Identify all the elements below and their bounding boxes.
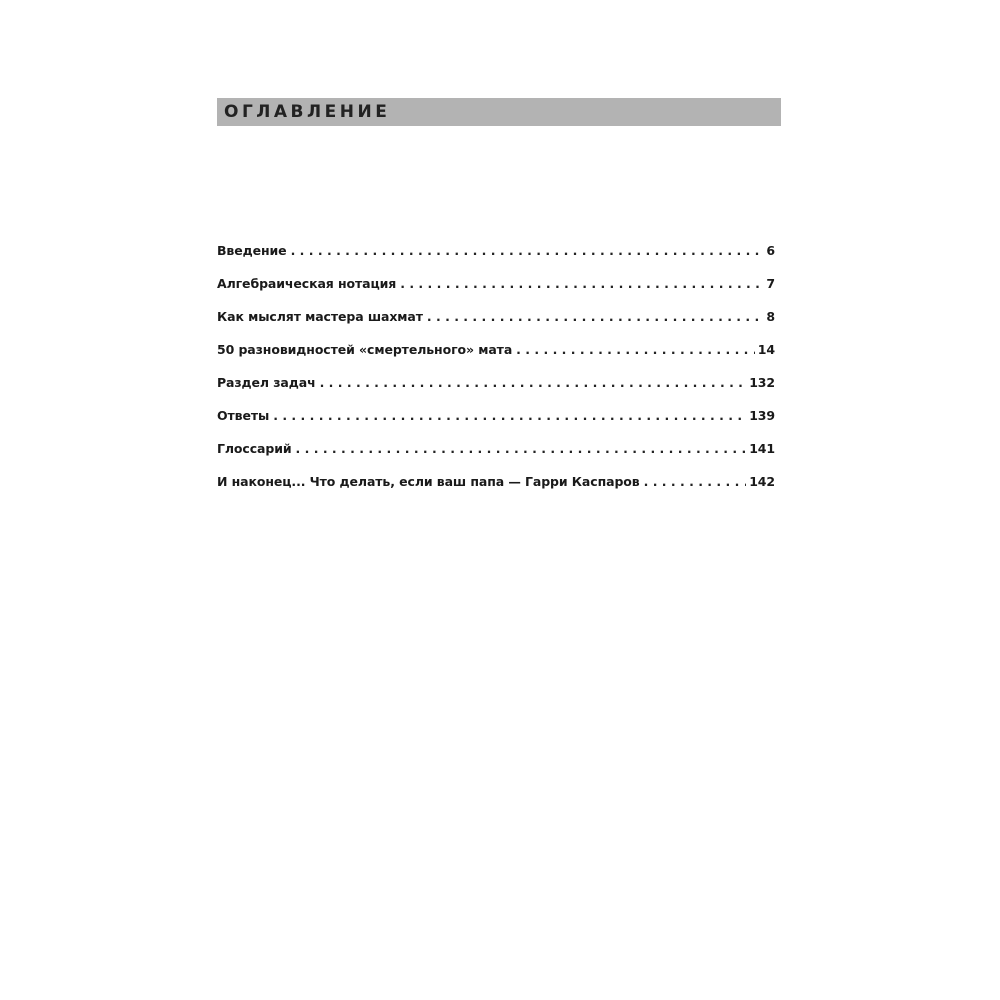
dot-leader xyxy=(320,375,747,390)
toc-entry-page: 141 xyxy=(749,441,775,456)
toc-entry-title: Ответы xyxy=(217,408,270,423)
toc-entry-glossary xyxy=(217,441,775,474)
table-of-contents xyxy=(217,243,775,507)
toc-entry-answers xyxy=(217,408,775,441)
toc-entry-title: Глоссарий xyxy=(217,441,292,456)
toc-entry-page: 132 xyxy=(749,375,775,390)
toc-entry-page: 139 xyxy=(749,408,775,423)
toc-entry-title: Введение xyxy=(217,243,287,258)
toc-entry-how-masters-think xyxy=(217,309,775,342)
toc-entry-introduction xyxy=(217,243,775,276)
toc-entry-title: Раздел задач xyxy=(217,375,316,390)
dot-leader xyxy=(273,408,746,423)
contents-heading-bar xyxy=(217,98,781,126)
toc-entry-algebraic-notation xyxy=(217,276,775,309)
toc-entry-kasparov xyxy=(217,474,775,507)
dot-leader xyxy=(291,243,764,258)
toc-entry-50-mates xyxy=(217,342,775,375)
dot-leader xyxy=(427,309,764,324)
toc-entry-title: И наконец... Что делать, если ваш папа — Гарри Каспаров xyxy=(217,474,640,489)
toc-entry-page: 14 xyxy=(757,342,775,357)
dot-leader xyxy=(296,441,747,456)
toc-entry-title: Алгебраическая нотация xyxy=(217,276,397,291)
toc-entry-page: 8 xyxy=(766,309,775,324)
toc-entry-title: Как мыслят мастера шахмат xyxy=(217,309,423,324)
toc-entry-problems xyxy=(217,375,775,408)
dot-leader xyxy=(400,276,763,291)
toc-entry-page: 142 xyxy=(749,474,775,489)
dot-leader xyxy=(516,342,755,357)
toc-entry-title: 50 разновидностей «смертельного» мата xyxy=(217,342,513,357)
contents-heading: ОГЛАВЛЕНИЕ xyxy=(224,101,391,122)
dot-leader xyxy=(644,474,747,489)
toc-entry-page: 7 xyxy=(766,276,775,291)
toc-entry-page: 6 xyxy=(766,243,775,258)
